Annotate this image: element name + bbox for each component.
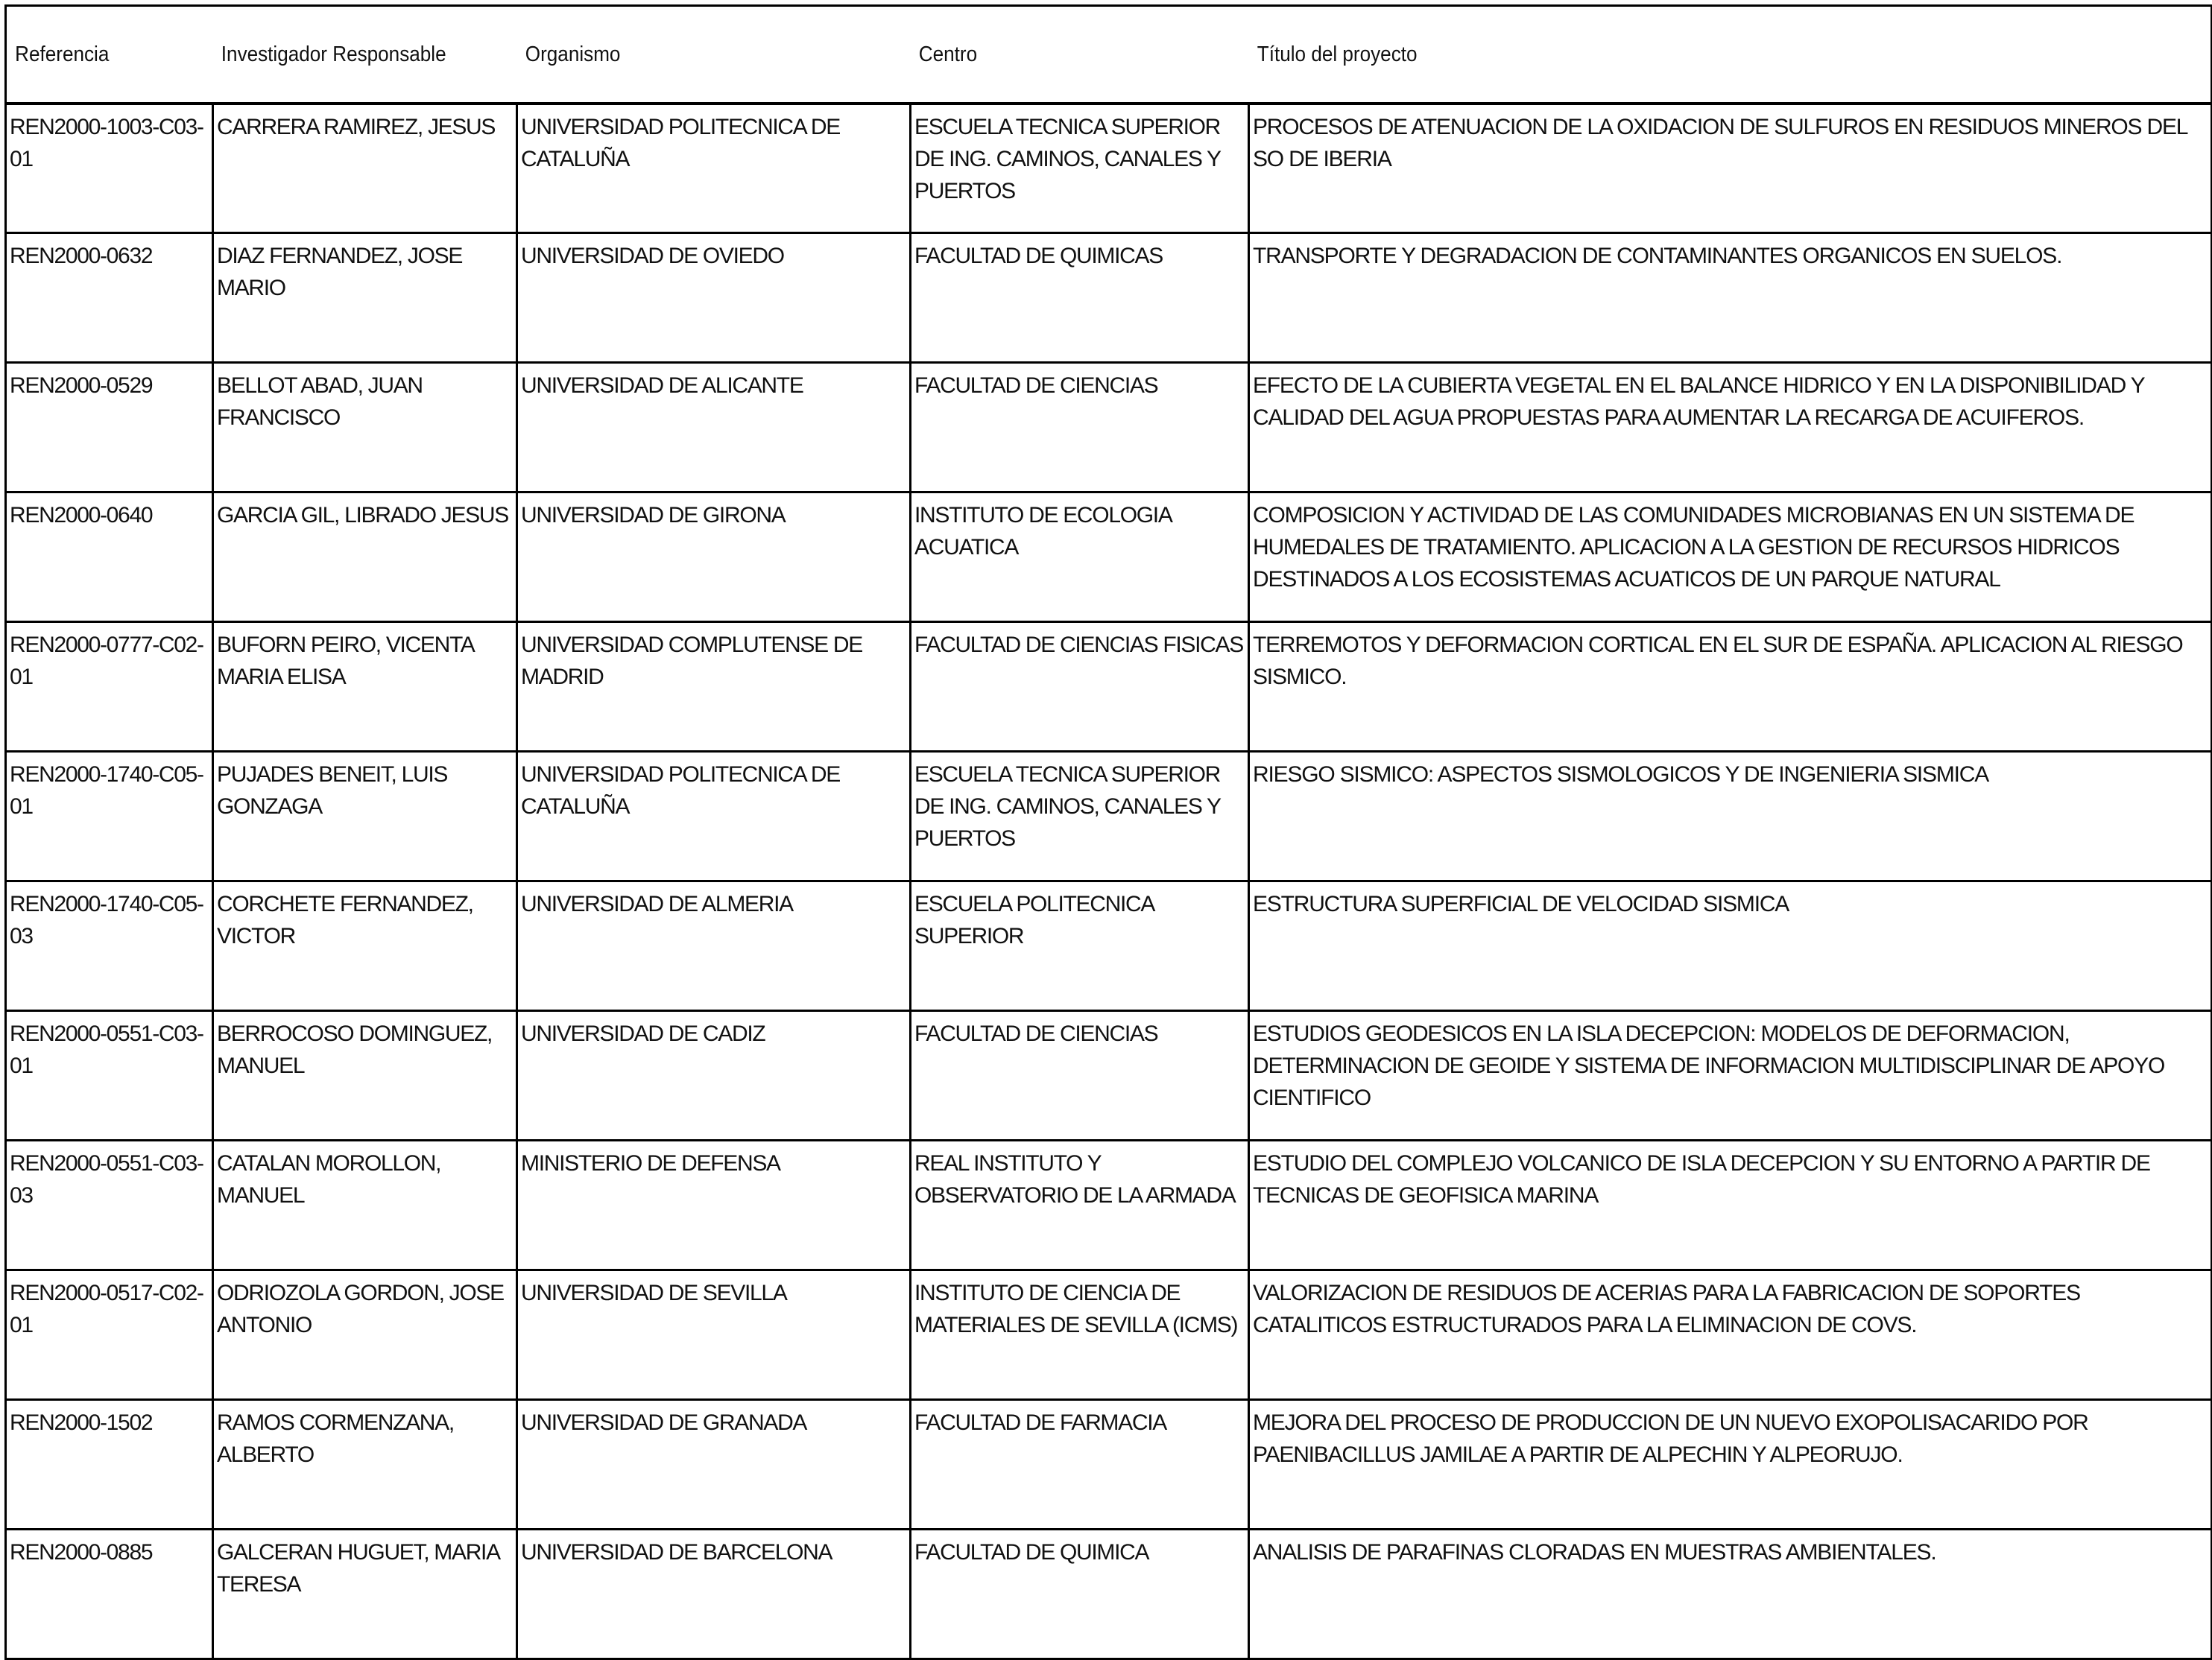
cell-investigador bbox=[213, 751, 517, 881]
cell-referencia bbox=[6, 1399, 213, 1529]
cell-titulo bbox=[1249, 621, 2212, 751]
cell-organismo bbox=[517, 104, 911, 232]
cell-centro-text: INSTITUTO DE ECOLOGIA ACUATICA bbox=[914, 502, 1171, 560]
cell-organismo-text: UNIVERSIDAD DE SEVILLA bbox=[521, 1280, 787, 1305]
cell-referencia bbox=[6, 1529, 213, 1659]
cell-organismo-text: UNIVERSIDAD POLITECNICA DE CATALUÑA bbox=[521, 115, 840, 171]
cell-referencia bbox=[6, 1010, 213, 1140]
cell-centro bbox=[911, 362, 1249, 492]
cell-investigador-text: DIAZ FERNANDEZ, JOSE MARIO bbox=[217, 243, 463, 300]
cell-investigador bbox=[213, 1529, 517, 1659]
cell-titulo-text: ESTUDIO DEL COMPLEJO VOLCANICO DE ISLA DECEPCION Y SU ENTORNO A PARTIR DE TECNICAS DE GEOFISICA MARINA bbox=[1253, 1150, 2150, 1208]
cell-titulo bbox=[1249, 881, 2212, 1010]
cell-referencia-text: REN2000-1003-C03-01 bbox=[10, 115, 203, 171]
table-row bbox=[6, 1140, 2212, 1270]
cell-organismo bbox=[517, 621, 911, 751]
cell-organismo bbox=[517, 1529, 911, 1659]
table-row bbox=[6, 232, 2212, 362]
cell-centro bbox=[911, 232, 1249, 362]
cell-titulo-text: TRANSPORTE Y DEGRADACION DE CONTAMINANTES ORGANICOS EN SUELOS. bbox=[1253, 243, 2062, 268]
cell-investigador bbox=[213, 881, 517, 1010]
cell-referencia-text: REN2000-0529 bbox=[10, 373, 153, 398]
table-header bbox=[6, 6, 2212, 104]
cell-organismo bbox=[517, 1140, 911, 1270]
cell-organismo bbox=[517, 362, 911, 492]
cell-titulo bbox=[1249, 1529, 2212, 1659]
cell-titulo-text: ESTRUCTURA SUPERFICIAL DE VELOCIDAD SISMICA bbox=[1253, 891, 1789, 916]
cell-organismo bbox=[517, 232, 911, 362]
table-body bbox=[6, 104, 2212, 1659]
cell-titulo-text: RIESGO SISMICO: ASPECTOS SISMOLOGICOS Y DE INGENIERIA SISMICA bbox=[1253, 761, 1989, 787]
cell-titulo-text: COMPOSICION Y ACTIVIDAD DE LAS COMUNIDADES MICROBIANAS EN UN SISTEMA DE HUMEDALES DE TRATAMIENTO. APLICACION A LA GESTION DE RECURSOS HIDRICOS DESTINADOS A LOS ECOSISTEMAS ACUATICOS DE UN PARQUE NATURAL bbox=[1253, 502, 2134, 592]
cell-referencia bbox=[6, 362, 213, 492]
cell-referencia bbox=[6, 1140, 213, 1270]
cell-centro bbox=[911, 1010, 1249, 1140]
cell-referencia bbox=[6, 104, 213, 232]
column-header-investigador: Investigador Responsable bbox=[213, 6, 487, 104]
cell-referencia-text: REN2000-1740-C05-01 bbox=[10, 761, 203, 819]
cell-referencia bbox=[6, 492, 213, 621]
cell-titulo bbox=[1249, 362, 2212, 492]
table-row bbox=[6, 1270, 2212, 1399]
cell-centro bbox=[911, 1399, 1249, 1529]
cell-centro-text: FACULTAD DE FARMACIA bbox=[914, 1410, 1166, 1435]
column-header-organismo: Organismo bbox=[517, 6, 871, 104]
cell-referencia-text: REN2000-0777-C02-01 bbox=[10, 632, 203, 689]
cell-investigador bbox=[213, 232, 517, 362]
cell-centro-text: ESCUELA POLITECNICA SUPERIOR bbox=[914, 891, 1154, 948]
cell-organismo-text: MINISTERIO DE DEFENSA bbox=[521, 1150, 780, 1176]
cell-organismo bbox=[517, 881, 911, 1010]
table-row bbox=[6, 621, 2212, 751]
cell-titulo-text: ANALISIS DE PARAFINAS CLORADAS EN MUESTRAS AMBIENTALES. bbox=[1253, 1539, 1936, 1565]
cell-titulo-text: EFECTO DE LA CUBIERTA VEGETAL EN EL BALANCE HIDRICO Y EN LA DISPONIBILIDAD Y CALIDAD DEL AGUA PROPUESTAS PARA AUMENTAR LA RECARGA DE ACUIFEROS. bbox=[1253, 373, 2144, 430]
cell-organismo-text: UNIVERSIDAD DE ALMERIA bbox=[521, 891, 793, 916]
cell-referencia-text: REN2000-0551-C03-03 bbox=[10, 1150, 203, 1208]
cell-investigador-text: BUFORN PEIRO, VICENTA MARIA ELISA bbox=[217, 632, 473, 689]
cell-centro bbox=[911, 492, 1249, 621]
cell-referencia bbox=[6, 881, 213, 1010]
cell-referencia bbox=[6, 751, 213, 881]
cell-titulo-text: PROCESOS DE ATENUACION DE LA OXIDACION DE SULFUROS EN RESIDUOS MINEROS DEL SO DE IBERIA bbox=[1253, 115, 2187, 171]
cell-organismo-text: UNIVERSIDAD DE GIRONA bbox=[521, 502, 786, 528]
header-row bbox=[6, 6, 2212, 104]
cell-referencia-text: REN2000-0551-C03-01 bbox=[10, 1021, 203, 1078]
cell-organismo-text: UNIVERSIDAD DE BARCELONA bbox=[521, 1539, 832, 1565]
cell-investigador-text: CATALAN MOROLLON, MANUEL bbox=[217, 1150, 441, 1208]
cell-investigador-text: BELLOT ABAD, JUAN FRANCISCO bbox=[217, 373, 423, 430]
cell-centro bbox=[911, 751, 1249, 881]
cell-titulo-text: VALORIZACION DE RESIDUOS DE ACERIAS PARA LA FABRICACION DE SOPORTES CATALITICOS ESTRUCTURADOS PARA LA ELIMINACION DE COVS. bbox=[1253, 1280, 2080, 1337]
table-row bbox=[6, 362, 2212, 492]
cell-titulo-text: ESTUDIOS GEODESICOS EN LA ISLA DECEPCION: MODELOS DE DEFORMACION, DETERMINACION DE GEOIDE Y SISTEMA DE INFORMACION MULTIDISCIPLINAR DE APOYO CIENTIFICO bbox=[1253, 1021, 2165, 1110]
cell-centro bbox=[911, 881, 1249, 1010]
cell-investigador-text: GARCIA GIL, LIBRADO JESUS bbox=[217, 502, 508, 528]
cell-organismo bbox=[517, 751, 911, 881]
cell-centro-text: FACULTAD DE QUIMICAS bbox=[914, 243, 1163, 268]
cell-titulo bbox=[1249, 492, 2212, 621]
cell-titulo bbox=[1249, 104, 2212, 232]
cell-investigador bbox=[213, 362, 517, 492]
table-row bbox=[6, 1529, 2212, 1659]
cell-referencia bbox=[6, 621, 213, 751]
cell-centro-text: ESCUELA TECNICA SUPERIOR DE ING. CAMINOS, CANALES Y PUERTOS bbox=[914, 761, 1221, 851]
cell-centro-text: INSTITUTO DE CIENCIA DE MATERIALES DE SEVILLA (ICMS) bbox=[914, 1280, 1238, 1337]
cell-referencia-text: REN2000-1502 bbox=[10, 1410, 153, 1435]
cell-centro bbox=[911, 621, 1249, 751]
cell-organismo-text: UNIVERSIDAD POLITECNICA DE CATALUÑA bbox=[521, 761, 840, 819]
cell-organismo bbox=[517, 1010, 911, 1140]
cell-titulo-text: MEJORA DEL PROCESO DE PRODUCCION DE UN NUEVO EXOPOLISACARIDO POR PAENIBACILLUS JAMILAE A PARTIR DE ALPECHIN Y ALPEORUJO. bbox=[1253, 1410, 2088, 1467]
cell-referencia-text: REN2000-0632 bbox=[10, 243, 153, 268]
cell-investigador-text: CORCHETE FERNANDEZ, VICTOR bbox=[217, 891, 473, 948]
cell-organismo-text: UNIVERSIDAD COMPLUTENSE DE MADRID bbox=[521, 632, 862, 689]
cell-referencia-text: REN2000-0885 bbox=[10, 1539, 153, 1565]
cell-centro-text: FACULTAD DE CIENCIAS bbox=[914, 373, 1158, 398]
cell-organismo bbox=[517, 492, 911, 621]
document-sheet bbox=[4, 4, 2211, 1647]
column-header-titulo: Título del proyecto bbox=[1249, 6, 2116, 104]
cell-investigador-text: PUJADES BENEIT, LUIS GONZAGA bbox=[217, 761, 448, 819]
cell-titulo-text: TERREMOTOS Y DEFORMACION CORTICAL EN EL SUR DE ESPAÑA. APLICACION AL RIESGO SISMICO. bbox=[1253, 632, 2183, 689]
column-header-centro: Centro bbox=[911, 6, 1216, 104]
cell-centro-text: REAL INSTITUTO Y OBSERVATORIO DE LA ARMADA bbox=[914, 1150, 1236, 1208]
cell-referencia bbox=[6, 1270, 213, 1399]
cell-investigador bbox=[213, 492, 517, 621]
table-row bbox=[6, 1399, 2212, 1529]
cell-titulo bbox=[1249, 1140, 2212, 1270]
cell-organismo-text: UNIVERSIDAD DE CADIZ bbox=[521, 1021, 765, 1046]
cell-organismo-text: UNIVERSIDAD DE OVIEDO bbox=[521, 243, 784, 268]
cell-investigador bbox=[213, 104, 517, 232]
cell-organismo bbox=[517, 1399, 911, 1529]
cell-centro bbox=[911, 1140, 1249, 1270]
cell-investigador bbox=[213, 1270, 517, 1399]
cell-investigador-text: RAMOS CORMENZANA, ALBERTO bbox=[217, 1410, 454, 1467]
cell-investigador bbox=[213, 621, 517, 751]
cell-centro-text: FACULTAD DE QUIMICA bbox=[914, 1539, 1149, 1565]
cell-investigador bbox=[213, 1399, 517, 1529]
cell-referencia-text: REN2000-0517-C02-01 bbox=[10, 1280, 203, 1337]
cell-organismo-text: UNIVERSIDAD DE ALICANTE bbox=[521, 373, 803, 398]
cell-centro bbox=[911, 104, 1249, 232]
cell-titulo bbox=[1249, 1010, 2212, 1140]
cell-investigador-text: ODRIOZOLA GORDON, JOSE ANTONIO bbox=[217, 1280, 504, 1337]
cell-referencia-text: REN2000-1740-C05-03 bbox=[10, 891, 203, 948]
table-row bbox=[6, 104, 2212, 232]
cell-centro bbox=[911, 1529, 1249, 1659]
cell-investigador bbox=[213, 1010, 517, 1140]
cell-referencia bbox=[6, 232, 213, 362]
cell-investigador bbox=[213, 1140, 517, 1270]
cell-investigador-text: BERROCOSO DOMINGUEZ, MANUEL bbox=[217, 1021, 493, 1078]
table-row bbox=[6, 751, 2212, 881]
cell-organismo bbox=[517, 1270, 911, 1399]
cell-titulo bbox=[1249, 1399, 2212, 1529]
column-header-referencia: Referencia bbox=[6, 6, 192, 104]
cell-investigador-text: GALCERAN HUGUET, MARIA TERESA bbox=[217, 1539, 499, 1597]
cell-centro-text: FACULTAD DE CIENCIAS FISICAS bbox=[914, 632, 1243, 657]
cell-titulo bbox=[1249, 232, 2212, 362]
table-row bbox=[6, 881, 2212, 1010]
cell-centro bbox=[911, 1270, 1249, 1399]
cell-titulo bbox=[1249, 1270, 2212, 1399]
cell-referencia-text: REN2000-0640 bbox=[10, 502, 153, 528]
table-row bbox=[6, 492, 2212, 621]
cell-organismo-text: UNIVERSIDAD DE GRANADA bbox=[521, 1410, 807, 1435]
projects-table bbox=[4, 4, 2212, 1660]
table-row bbox=[6, 1010, 2212, 1140]
cell-investigador-text: CARRERA RAMIREZ, JESUS bbox=[217, 115, 496, 139]
cell-centro-text: FACULTAD DE CIENCIAS bbox=[914, 1021, 1158, 1046]
cell-centro-text: ESCUELA TECNICA SUPERIOR DE ING. CAMINOS, CANALES Y PUERTOS bbox=[914, 115, 1221, 203]
cell-titulo bbox=[1249, 751, 2212, 881]
